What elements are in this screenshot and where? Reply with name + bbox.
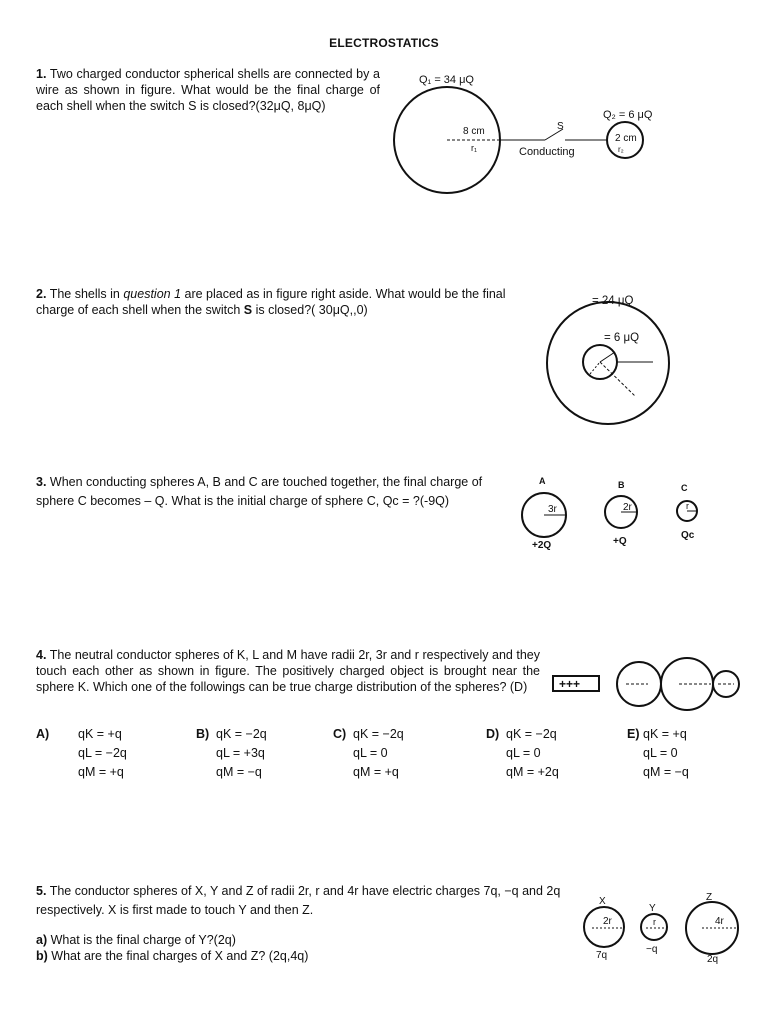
wire-label: Conducting: [519, 146, 575, 158]
option-e-values: [643, 725, 689, 782]
page-title: ELECTROSTATICS: [329, 36, 439, 50]
switch-arm: [600, 352, 615, 362]
option-d-letter: D): [486, 727, 500, 741]
sphere-c-name: C: [681, 483, 688, 493]
sphere-c-charge: Qc: [681, 530, 695, 541]
sphere-b-name: B: [618, 480, 625, 490]
option-a-letter: A): [36, 727, 50, 741]
question-4-text: The neutral conductor spheres of K, L and M have radii 2r, 3r and r respectively and they touch each other as shown in figure. The positively charged object is brought near the sphere K. Which one of the followings can be true charge distribution of the spheres? (D): [36, 648, 540, 694]
inner-radius: [590, 362, 600, 374]
q2-charge-label: Q₂ = 6 μQ: [603, 109, 653, 121]
sphere-x-charge: 7q: [596, 950, 608, 961]
question-1: [36, 66, 380, 114]
question-2-italic: question 1: [123, 287, 182, 301]
sphere-z-name: Z: [706, 892, 713, 903]
question-3-number: 3.: [36, 475, 47, 489]
option-b-letter: B): [196, 727, 210, 741]
option-e-letter: E): [627, 727, 640, 741]
option-d-ql: qL = 0: [506, 746, 541, 760]
sphere-b-charge: +Q: [613, 536, 627, 547]
option-a-ql: qL = −2q: [78, 746, 127, 760]
question-2-switch: S: [243, 303, 253, 317]
sphere-a-charge: +2Q: [532, 540, 552, 551]
part-a-label: a): [36, 933, 48, 947]
option-c-qm: qM = +q: [353, 765, 399, 779]
r1-value-label: 8 cm: [463, 126, 485, 137]
sphere-y-radius-label: r: [653, 917, 656, 927]
question-2: [36, 286, 546, 318]
sphere-a-radius-label: 3r: [548, 504, 557, 515]
option-a-qm: qM = +q: [78, 765, 124, 779]
option-b-values: [216, 725, 267, 782]
option-c-ql: qL = 0: [353, 746, 388, 760]
option-e-ql: qL = 0: [643, 746, 678, 760]
question-5-number: 5.: [36, 884, 47, 898]
option-e-qm: qM = −q: [643, 765, 689, 779]
part-a: [36, 932, 572, 948]
option-a-qk: qK = +q: [78, 727, 122, 741]
option-c-letter: C): [333, 727, 347, 741]
figure-2-concentric-shells: [540, 286, 670, 426]
r2-label: r₂: [618, 145, 624, 154]
question-5: [36, 882, 572, 920]
question-2-text-a: The shells in: [49, 287, 124, 301]
switch-label: S: [557, 121, 564, 132]
sphere-c-radius-label: r: [686, 501, 689, 511]
figure-3-spheres: [515, 470, 705, 552]
option-d-qk: qK = −2q: [506, 727, 557, 741]
figure-4-touching-spheres: [548, 652, 748, 718]
question-1-text: Two charged conductor spherical shells are connected by a wire as shown in figure. What would be the final charge of each shell when the switch S is closed?(32μQ, 8μQ): [36, 67, 380, 113]
part-a-text: What is the final charge of Y?(2q): [50, 933, 236, 947]
option-b-ql: qL = +3q: [216, 746, 265, 760]
question-1-number: 1.: [36, 67, 47, 81]
option-e-qk: qK = +q: [643, 727, 687, 741]
question-4: [36, 647, 540, 695]
outer-charge-label: = 24 μQ: [592, 295, 634, 307]
sphere-x: [584, 907, 624, 947]
part-b: [36, 948, 572, 964]
figure-1-shells-circuit: [385, 64, 675, 194]
question-5-parts: [36, 932, 572, 964]
sphere-z-charge: 2q: [707, 954, 719, 965]
inner-charge-label: = 6 μQ: [604, 332, 640, 344]
sphere-a-name: A: [539, 476, 546, 486]
part-b-text: What are the final charges of X and Z? (2q,4q): [51, 949, 309, 963]
sphere-x-name: X: [599, 896, 606, 907]
outer-shell: [547, 302, 669, 424]
option-b-qm: qM = −q: [216, 765, 262, 779]
sphere-y-name: Y: [649, 903, 656, 914]
option-d-qm: qM = +2q: [506, 765, 559, 779]
question-3-text: When conducting spheres A, B and C are touched together, the final charge of sphere C becomes – Q. What is the initial charge of sphere C, Qc = ?(-9Q): [36, 475, 483, 508]
charged-rod-label: +++: [559, 677, 581, 691]
r1-label: r₁: [471, 143, 478, 153]
question-2-text-c: is closed?( 30μQ,,0): [252, 303, 368, 317]
sphere-b-radius-label: 2r: [623, 502, 632, 513]
part-b-label: b): [36, 949, 48, 963]
question-5-text: The conductor spheres of X, Y and Z of radii 2r, r and 4r have electric charges 7q, −q and 2q respectively. X is first made to touch Y and then Z.: [36, 884, 561, 917]
option-c-values: [353, 725, 404, 782]
option-a-values: [78, 725, 127, 782]
q1-charge-label: Q₁ = 34 μQ: [419, 74, 474, 86]
question-3: [36, 473, 510, 511]
question-2-text-b: are placed as in figure right aside. What would be the final charge of each shell when the switch: [36, 287, 506, 317]
option-b-qk: qK = −2q: [216, 727, 267, 741]
sphere-z-radius-label: 4r: [715, 916, 724, 927]
question-4-number: 4.: [36, 648, 47, 662]
option-d-values: [506, 725, 559, 782]
r2-value-label: 2 cm: [615, 133, 637, 144]
sphere-x-radius-label: 2r: [603, 916, 612, 927]
question-2-number: 2.: [36, 287, 47, 301]
sphere-y-charge: −q: [646, 944, 658, 955]
figure-5-spheres: [572, 888, 752, 968]
option-c-qk: qK = −2q: [353, 727, 404, 741]
